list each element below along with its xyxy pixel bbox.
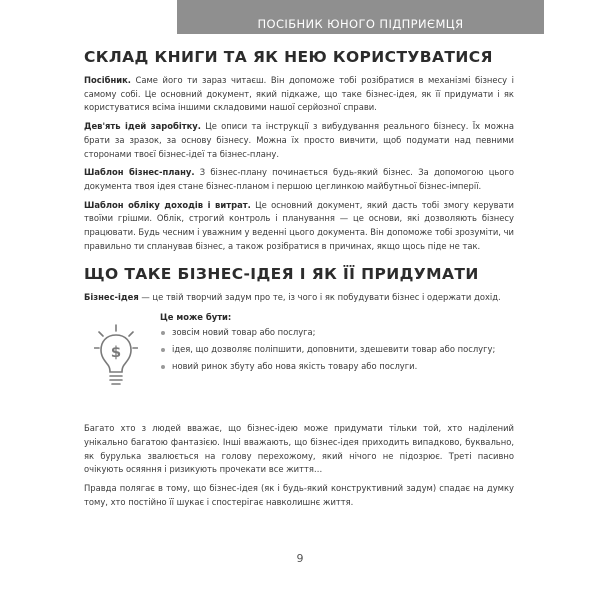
paragraph-common-beliefs: Багато хто з людей вважає, що бізнес-ідею може придумати тільки той, хто наділений унікально багатою фантазією. Інші вважають, що бізнес-ідея приходить випадково, буквально, як бурулька звалюється на голову перехожому, який нічого не підозрює. Треті пасивно очікують осяяння і ризикують прочекати все життя…	[84, 423, 514, 475]
section-heading-book-contents: СКЛАД КНИГИ ТА ЯК НЕЮ КОРИСТУВАТИСЯ	[84, 48, 493, 66]
term-guide: Посібник.	[84, 75, 131, 85]
list-item: ідея, що дозволяє поліпшити, доповнити, здешевити товар або послугу;	[160, 343, 514, 357]
list-item: зовсім новий товар або послуга;	[160, 326, 514, 340]
term-accounting-template: Шаблон обліку доходів і витрат.	[84, 199, 251, 210]
paragraph-guide: Посібник. Саме його ти зараз читаєш. Він допоможе тобі розібратися в механізмі бізнесу і самому собі. Це основний документ, який підкаже, що таке бізнес-ідея, як її придумати і як користуватися всіма іншими складовими нашої серйозної справи.	[84, 75, 514, 113]
lightbulb-dollar-icon	[94, 324, 138, 390]
paragraph-nine-ideas: Дев'ять ідей заробітку. Це описи та інструкції з вибудування реального бізнесу. Їх можна брати за зразок, за основу бізнесу. Можна їх просто вивчити, щоб подумати над певними сторонами твоєї бізнес-ідеї та бізнес-плану.	[84, 121, 514, 159]
paragraph-accounting-template: Шаблон обліку доходів і витрат. Це основний документ, який дасть тобі змогу керувати твоїми грішми. Облік, строгий контроль і планування — це основи, які дозволяють бізнесу працювати. Будь чесним і уважним у веденні цього документа. Він допоможе тобі зрозуміти, чи правильно ти спланував бізнес, а також розібратися в причинах, якщо щось піде не так.	[84, 199, 514, 251]
list-item: новий ринок збуту або нова якість товару або послуги.	[160, 360, 514, 374]
idea-types-list	[160, 326, 514, 376]
term-business-plan-template: Шаблон бізнес-плану.	[84, 167, 195, 178]
paragraph-business-plan-template: Шаблон бізнес-плану. З бізнес-плану починається будь-який бізнес. За допомогою цього документа твоя ідея стане бізнес-планом і першою цеглинкою майбутньої бізнес-імперії.	[84, 167, 514, 191]
idea-types-block	[84, 310, 514, 416]
header-title: ПОСІБНИК ЮНОГО ПІДПРИЄМЦЯ	[257, 17, 464, 31]
running-header	[0, 0, 600, 34]
svg-text:$: $	[110, 343, 122, 362]
term-nine-ideas: Дев'ять ідей заробітку.	[84, 121, 201, 132]
section-heading-business-idea: ЩО ТАКЕ БІЗНЕС-ІДЕЯ І ЯК ЇЇ ПРИДУМАТИ	[84, 265, 479, 284]
paragraph-business-idea-definition: Бізнес-ідея — це твій творчий задум про те, із чого і як побудувати бізнес і одержати дохід.	[84, 292, 501, 303]
page-number: 9	[296, 552, 304, 565]
term-business-idea: Бізнес-ідея	[84, 292, 139, 303]
can-be-title: Це може бути:	[160, 312, 232, 323]
paragraph-truth: Правда полягає в тому, що бізнес-ідея (як і будь-який конструктивний задум) спадає на думку тому, хто постійно її шукає і спостерігає навколишнє життя.	[84, 482, 514, 507]
page-body	[84, 48, 514, 514]
